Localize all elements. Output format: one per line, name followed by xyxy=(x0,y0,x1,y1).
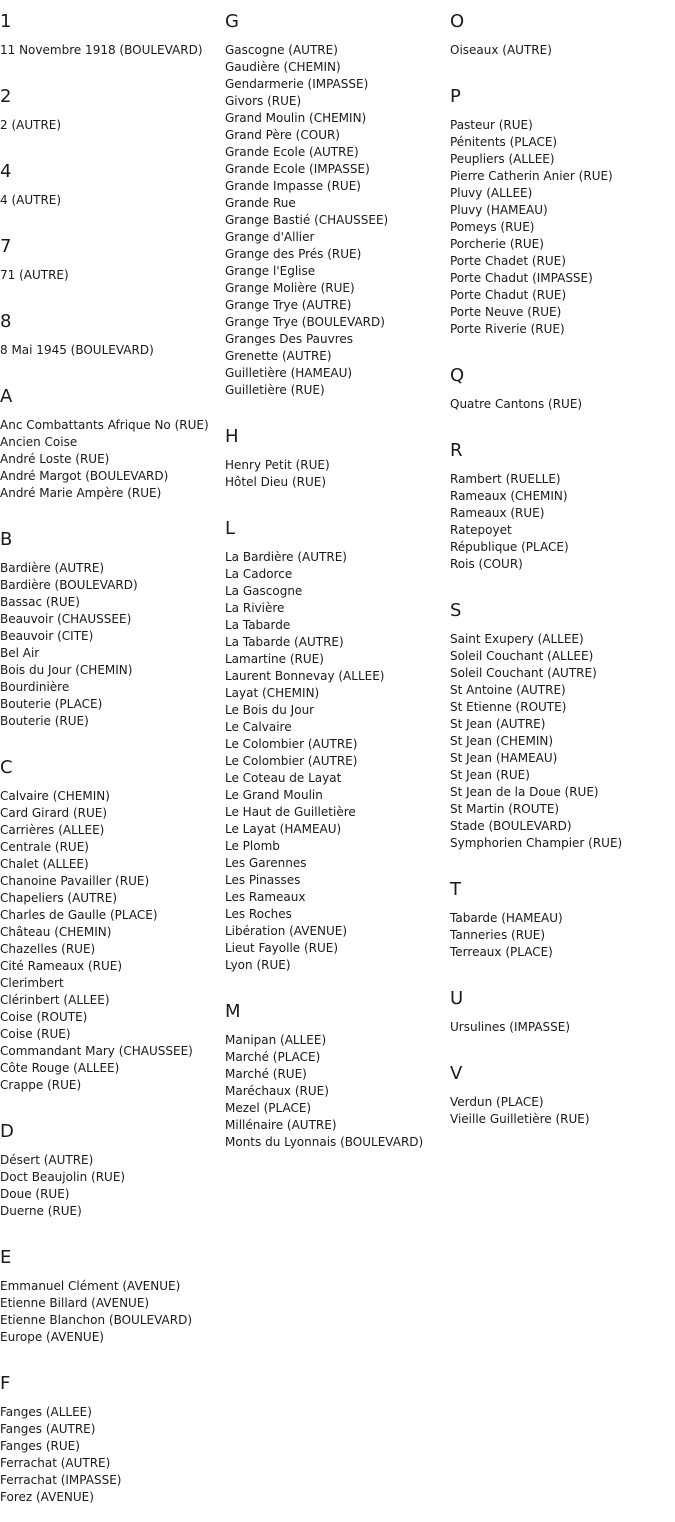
letter-group xyxy=(225,427,450,507)
street-link[interactable]: Manipan (ALLEE) xyxy=(225,1033,327,1047)
group-spacer xyxy=(0,59,225,75)
street-link[interactable]: 8 Mai 1945 (BOULEVARD) xyxy=(0,343,154,357)
street-link[interactable]: Soleil Couchant (AUTRE) xyxy=(450,666,597,680)
letter-heading: 8 xyxy=(0,311,12,332)
street-list xyxy=(450,631,675,852)
street-link[interactable]: Grande Impasse (RUE) xyxy=(225,179,361,193)
street-link[interactable]: Fanges (AUTRE) xyxy=(0,1422,96,1436)
street-link[interactable]: Ancien Coise xyxy=(0,435,78,449)
street-link[interactable]: Etienne Blanchon (BOULEVARD) xyxy=(0,1313,193,1327)
street-link[interactable]: Etienne Billard (AVENUE) xyxy=(0,1296,150,1310)
letter-group xyxy=(450,989,675,1052)
letter-heading: C xyxy=(0,757,13,778)
street-link[interactable]: Rois (COUR) xyxy=(450,557,523,571)
street-link[interactable]: Doue (RUE) xyxy=(0,1187,70,1201)
street-link[interactable]: André Loste (RUE) xyxy=(0,452,110,466)
street-link[interactable]: 2 (AUTRE) xyxy=(0,118,62,132)
street-link[interactable]: Layat (CHEMIN) xyxy=(225,686,320,700)
letter-heading: B xyxy=(0,529,13,550)
street-link[interactable]: Chanoine Pavailler (RUE) xyxy=(0,874,150,888)
street-link[interactable]: Porte Chadet (RUE) xyxy=(450,254,566,268)
street-link[interactable]: Centrale (RUE) xyxy=(0,840,89,854)
street-list xyxy=(450,117,675,338)
street-link[interactable]: Anc Combattants Afrique No (RUE) xyxy=(0,418,209,432)
street-link[interactable]: Grange Molière (RUE) xyxy=(225,281,355,295)
letter-heading: Q xyxy=(450,365,465,386)
street-link[interactable]: Calvaire (CHEMIN) xyxy=(0,789,110,803)
street-link[interactable]: Rameaux (RUE) xyxy=(450,506,545,520)
street-link[interactable]: Bois du Jour (CHEMIN) xyxy=(0,663,133,677)
group-spacer xyxy=(450,59,675,75)
letter-group xyxy=(0,387,225,518)
street-link[interactable]: Fanges (RUE) xyxy=(0,1439,80,1453)
street-list xyxy=(0,192,225,209)
street-link[interactable]: Bel Air xyxy=(0,646,40,660)
letter-group xyxy=(225,1002,450,1167)
letter-group xyxy=(0,237,225,300)
street-link[interactable]: Ursulines (IMPASSE) xyxy=(450,1020,571,1034)
street-link[interactable]: Givors (RUE) xyxy=(225,94,302,108)
street-link[interactable]: Guilletière (RUE) xyxy=(225,383,325,397)
street-link[interactable]: Guilletière (HAMEAU) xyxy=(225,366,353,380)
letter-heading: F xyxy=(0,1373,11,1394)
street-link[interactable]: Charles de Gaulle (PLACE) xyxy=(0,908,158,922)
street-link[interactable]: Porte Chadut (IMPASSE) xyxy=(450,271,593,285)
street-link[interactable]: Le Colombier (AUTRE) xyxy=(225,737,358,751)
street-link[interactable]: Soleil Couchant (ALLEE) xyxy=(450,649,594,663)
street-link[interactable]: Crappe (RUE) xyxy=(0,1078,82,1092)
street-link[interactable]: Grange Trye (BOULEVARD) xyxy=(225,315,385,329)
street-link[interactable]: Tanneries (RUE) xyxy=(450,928,546,942)
letter-group xyxy=(0,758,225,1110)
group-spacer xyxy=(0,359,225,375)
street-list xyxy=(0,1278,225,1346)
street-link[interactable]: La Gascogne xyxy=(225,584,303,598)
letter-heading: L xyxy=(225,518,236,539)
street-link[interactable]: La Tabarde (AUTRE) xyxy=(225,635,344,649)
street-link[interactable]: St Antoine (AUTRE) xyxy=(450,683,566,697)
street-list xyxy=(450,1019,675,1036)
group-spacer xyxy=(225,974,450,990)
letter-group xyxy=(450,366,675,429)
letter-group xyxy=(450,1064,675,1144)
street-list xyxy=(225,549,450,974)
street-list xyxy=(225,457,450,491)
street-link[interactable]: Grande Rue xyxy=(225,196,296,210)
street-link[interactable]: Clerimbert xyxy=(0,976,64,990)
group-spacer xyxy=(450,338,675,354)
letter-heading: V xyxy=(450,1063,463,1084)
street-link[interactable]: Rambert (RUELLE) xyxy=(450,472,561,486)
group-spacer xyxy=(0,1346,225,1362)
group-spacer xyxy=(0,502,225,518)
street-list xyxy=(0,42,225,59)
street-link[interactable]: Quatre Cantons (RUE) xyxy=(450,397,583,411)
street-link[interactable]: Les Roches xyxy=(225,907,292,921)
street-link[interactable]: Chalet (ALLEE) xyxy=(0,857,89,871)
street-link[interactable]: Pomeys (RUE) xyxy=(450,220,535,234)
street-link[interactable]: Gaudière (CHEMIN) xyxy=(225,60,341,74)
street-list xyxy=(450,1094,675,1128)
street-link[interactable]: Chapeliers (AUTRE) xyxy=(0,891,117,905)
street-link[interactable]: Bardière (BOULEVARD) xyxy=(0,578,138,592)
letter-group xyxy=(0,87,225,150)
street-link[interactable]: Card Girard (RUE) xyxy=(0,806,108,820)
street-link[interactable]: Tabarde (HAMEAU) xyxy=(450,911,563,925)
street-link[interactable]: Mezel (PLACE) xyxy=(225,1101,312,1115)
street-link[interactable]: Rameaux (CHEMIN) xyxy=(450,489,568,503)
street-link[interactable]: Porte Chadut (RUE) xyxy=(450,288,567,302)
index-column-3 xyxy=(450,0,675,1144)
street-link[interactable]: La Cadorce xyxy=(225,567,293,581)
street-link[interactable]: Coise (ROUTE) xyxy=(0,1010,88,1024)
letter-heading: H xyxy=(225,426,239,447)
group-spacer xyxy=(0,284,225,300)
letter-group xyxy=(450,87,675,354)
street-link[interactable]: Duerne (RUE) xyxy=(0,1204,82,1218)
group-spacer xyxy=(450,413,675,429)
group-spacer xyxy=(225,399,450,415)
group-spacer xyxy=(225,1151,450,1167)
street-link[interactable]: Bouterie (PLACE) xyxy=(0,697,103,711)
street-link[interactable]: Hôtel Dieu (RUE) xyxy=(225,475,327,489)
street-link[interactable]: Libération (AVENUE) xyxy=(225,924,348,938)
street-link[interactable]: Stade (BOULEVARD) xyxy=(450,819,572,833)
letter-group xyxy=(0,1374,225,1522)
street-list xyxy=(0,1152,225,1220)
index-column-1 xyxy=(0,0,225,1522)
street-link[interactable]: Saint Exupery (ALLEE) xyxy=(450,632,584,646)
street-link[interactable]: Marché (PLACE) xyxy=(225,1050,321,1064)
street-link[interactable]: Laurent Bonnevay (ALLEE) xyxy=(225,669,385,683)
street-link[interactable]: Grand Père (COUR) xyxy=(225,128,340,142)
street-link[interactable]: St Jean de la Doue (RUE) xyxy=(450,785,599,799)
street-list xyxy=(450,471,675,573)
street-link[interactable]: Bourdinière xyxy=(0,680,70,694)
street-link[interactable]: Le Calvaire xyxy=(225,720,292,734)
letter-heading: R xyxy=(450,440,463,461)
street-link[interactable]: La Rivière xyxy=(225,601,285,615)
letter-heading: 4 xyxy=(0,161,12,182)
street-link[interactable]: Bardière (AUTRE) xyxy=(0,561,105,575)
street-link[interactable]: Grange l'Eglise xyxy=(225,264,316,278)
group-spacer xyxy=(0,1506,225,1522)
street-link[interactable]: Ferrachat (IMPASSE) xyxy=(0,1473,122,1487)
street-link[interactable]: Lyon (RUE) xyxy=(225,958,291,972)
street-list xyxy=(450,42,675,59)
street-link[interactable]: Beauvoir (CITE) xyxy=(0,629,94,643)
street-link[interactable]: Pasteur (RUE) xyxy=(450,118,533,132)
group-spacer xyxy=(0,1220,225,1236)
street-link[interactable]: 4 (AUTRE) xyxy=(0,193,62,207)
letter-group xyxy=(450,601,675,868)
group-spacer xyxy=(450,573,675,589)
street-link[interactable]: Commandant Mary (CHAUSSEE) xyxy=(0,1044,193,1058)
street-link[interactable]: La Bardière (AUTRE) xyxy=(225,550,347,564)
street-list xyxy=(225,1032,450,1151)
street-link[interactable]: Ratepoyet xyxy=(450,523,512,537)
street-link[interactable]: Gascogne (AUTRE) xyxy=(225,43,338,57)
letter-group xyxy=(0,312,225,375)
letter-group xyxy=(0,1122,225,1236)
street-link[interactable]: Bassac (RUE) xyxy=(0,595,80,609)
street-link[interactable]: Verdun (PLACE) xyxy=(450,1095,544,1109)
street-link[interactable]: Oiseaux (AUTRE) xyxy=(450,43,552,57)
street-link[interactable]: Marché (RUE) xyxy=(225,1067,307,1081)
street-list xyxy=(0,560,225,730)
street-link[interactable]: Fanges (ALLEE) xyxy=(0,1405,92,1419)
street-link[interactable]: André Marie Ampère (RUE) xyxy=(0,486,162,500)
street-link[interactable]: Les Garennes xyxy=(225,856,307,870)
letter-heading: G xyxy=(225,11,239,32)
street-list xyxy=(0,1404,225,1506)
index-column-2 xyxy=(225,0,450,1167)
street-link[interactable]: Porte Neuve (RUE) xyxy=(450,305,562,319)
street-link[interactable]: Terreaux (PLACE) xyxy=(450,945,553,959)
street-link[interactable]: Symphorien Champier (RUE) xyxy=(450,836,623,850)
letter-group xyxy=(0,530,225,746)
letter-group xyxy=(450,441,675,589)
street-link[interactable]: St Jean (RUE) xyxy=(450,768,530,782)
letter-group xyxy=(450,12,675,75)
street-link[interactable]: St Etienne (ROUTE) xyxy=(450,700,567,714)
street-link[interactable]: Bouterie (RUE) xyxy=(0,714,89,728)
street-link[interactable]: Le Plomb xyxy=(225,839,280,853)
group-spacer xyxy=(450,1036,675,1052)
street-link[interactable]: Carrières (ALLEE) xyxy=(0,823,105,837)
street-link[interactable]: Monts du Lyonnais (BOULEVARD) xyxy=(225,1135,424,1149)
street-link[interactable]: Ferrachat (AUTRE) xyxy=(0,1456,111,1470)
letter-group xyxy=(225,12,450,415)
group-spacer xyxy=(450,961,675,977)
street-link[interactable]: Côte Rouge (ALLEE) xyxy=(0,1061,120,1075)
letter-heading: M xyxy=(225,1001,241,1022)
street-link[interactable]: Vieille Guilletière (RUE) xyxy=(450,1112,590,1126)
street-link[interactable]: Le Layat (HAMEAU) xyxy=(225,822,342,836)
street-link[interactable]: Le Haut de Guilletière xyxy=(225,805,356,819)
letter-heading: 1 xyxy=(0,11,12,32)
street-link[interactable]: St Martin (ROUTE) xyxy=(450,802,560,816)
group-spacer xyxy=(450,852,675,868)
letter-group xyxy=(0,12,225,75)
street-link[interactable]: Désert (AUTRE) xyxy=(0,1153,94,1167)
street-link[interactable]: Grande Ecole (IMPASSE) xyxy=(225,162,370,176)
group-spacer xyxy=(0,209,225,225)
street-link[interactable]: Pluvy (ALLEE) xyxy=(450,186,533,200)
street-link[interactable]: Lamartine (RUE) xyxy=(225,652,324,666)
street-link[interactable]: Grange Bastié (CHAUSSEE) xyxy=(225,213,389,227)
street-link[interactable]: Château (CHEMIN) xyxy=(0,925,112,939)
letter-group xyxy=(0,162,225,225)
street-list xyxy=(225,42,450,399)
street-link[interactable]: Pierre Catherin Anier (RUE) xyxy=(450,169,613,183)
street-list xyxy=(0,117,225,134)
street-link[interactable]: St Jean (CHEMIN) xyxy=(450,734,554,748)
letter-heading: A xyxy=(0,386,13,407)
letter-group xyxy=(450,880,675,977)
street-list xyxy=(0,342,225,359)
street-link[interactable]: Beauvoir (CHAUSSEE) xyxy=(0,612,132,626)
street-link[interactable]: 71 (AUTRE) xyxy=(0,268,69,282)
street-link[interactable]: Les Pinasses xyxy=(225,873,301,887)
street-list xyxy=(0,267,225,284)
street-link[interactable]: La Tabarde xyxy=(225,618,291,632)
street-link[interactable]: Grande Ecole (AUTRE) xyxy=(225,145,359,159)
street-link[interactable]: République (PLACE) xyxy=(450,540,569,554)
group-spacer xyxy=(0,730,225,746)
street-link[interactable]: Forez (AVENUE) xyxy=(0,1490,94,1504)
street-link[interactable]: Porcherie (RUE) xyxy=(450,237,544,251)
letter-heading: P xyxy=(450,86,461,107)
street-link[interactable]: Le Coteau de Layat xyxy=(225,771,342,785)
street-link[interactable]: Grange d'Allier xyxy=(225,230,315,244)
street-link[interactable]: Pénitents (PLACE) xyxy=(450,135,558,149)
street-link[interactable]: Le Grand Moulin xyxy=(225,788,323,802)
street-link[interactable]: Le Colombier (AUTRE) xyxy=(225,754,358,768)
street-link[interactable]: Lieut Fayolle (RUE) xyxy=(225,941,339,955)
street-list xyxy=(450,910,675,961)
street-link[interactable]: Pluvy (HAMEAU) xyxy=(450,203,548,217)
street-link[interactable]: Grand Moulin (CHEMIN) xyxy=(225,111,367,125)
street-link[interactable]: Clérinbert (ALLEE) xyxy=(0,993,110,1007)
street-link[interactable]: André Margot (BOULEVARD) xyxy=(0,469,169,483)
street-link[interactable]: Grenette (AUTRE) xyxy=(225,349,332,363)
letter-heading: T xyxy=(450,879,461,900)
street-list xyxy=(450,396,675,413)
letter-heading: S xyxy=(450,600,462,621)
letter-heading: D xyxy=(0,1121,14,1142)
letter-heading: 2 xyxy=(0,86,12,107)
letter-heading: O xyxy=(450,11,465,32)
street-link[interactable]: Les Rameaux xyxy=(225,890,306,904)
street-link[interactable]: Grange Trye (AUTRE) xyxy=(225,298,352,312)
street-link[interactable]: Grange des Prés (RUE) xyxy=(225,247,362,261)
street-link[interactable]: Gendarmerie (IMPASSE) xyxy=(225,77,369,91)
street-link[interactable]: Le Bois du Jour xyxy=(225,703,315,717)
group-spacer xyxy=(450,1128,675,1144)
street-link[interactable]: Granges Des Pauvres xyxy=(225,332,354,346)
street-link[interactable]: Porte Riverie (RUE) xyxy=(450,322,565,336)
street-link[interactable]: 11 Novembre 1918 (BOULEVARD) xyxy=(0,43,203,57)
street-list xyxy=(0,788,225,1094)
street-link[interactable]: Chazelles (RUE) xyxy=(0,942,96,956)
letter-heading: E xyxy=(0,1247,12,1268)
street-link[interactable]: Peupliers (ALLEE) xyxy=(450,152,555,166)
street-link[interactable]: Europe (AVENUE) xyxy=(0,1330,104,1344)
letter-heading: 7 xyxy=(0,236,12,257)
letter-group xyxy=(225,519,450,990)
letter-heading: U xyxy=(450,988,464,1009)
group-spacer xyxy=(0,134,225,150)
street-link[interactable]: Emmanuel Clément (AVENUE) xyxy=(0,1279,181,1293)
street-link[interactable]: Maréchaux (RUE) xyxy=(225,1084,329,1098)
street-link[interactable]: Coise (RUE) xyxy=(0,1027,71,1041)
letter-group xyxy=(0,1248,225,1362)
street-link[interactable]: Cité Rameaux (RUE) xyxy=(0,959,123,973)
street-link[interactable]: St Jean (AUTRE) xyxy=(450,717,546,731)
group-spacer xyxy=(0,1094,225,1110)
street-link[interactable]: Doct Beaujolin (RUE) xyxy=(0,1170,126,1184)
street-link[interactable]: Millénaire (AUTRE) xyxy=(225,1118,337,1132)
street-link[interactable]: St Jean (HAMEAU) xyxy=(450,751,558,765)
group-spacer xyxy=(225,491,450,507)
street-list xyxy=(0,417,225,502)
street-link[interactable]: Henry Petit (RUE) xyxy=(225,458,330,472)
